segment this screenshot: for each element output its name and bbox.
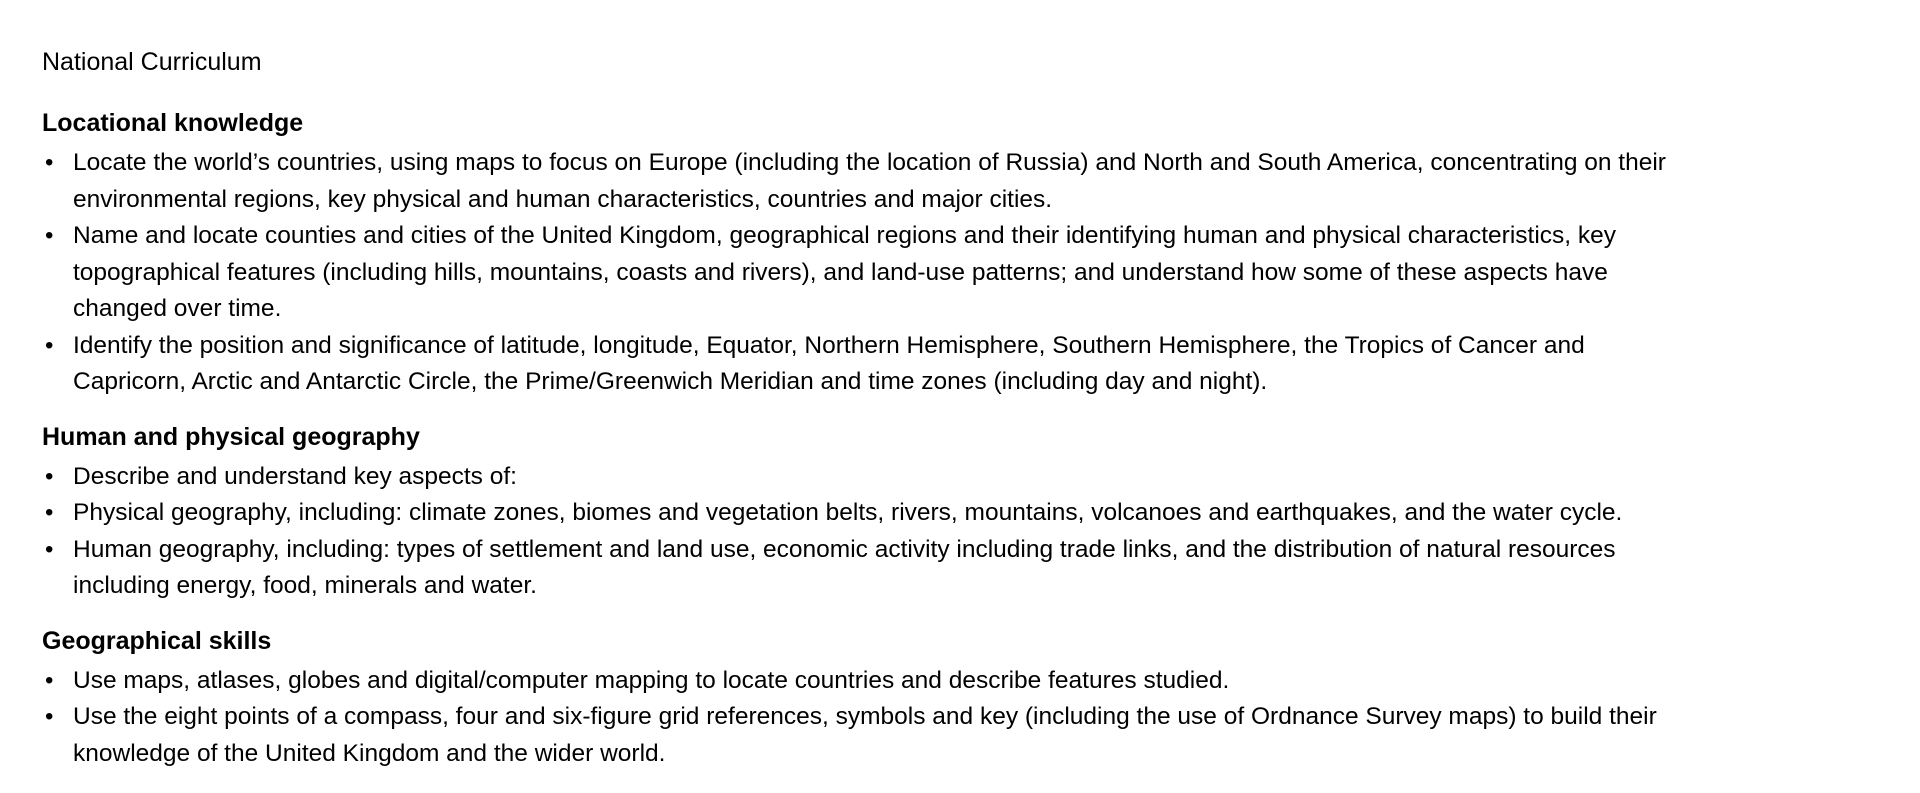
bullet-icon: • [45,703,54,730]
bullet-icon: • [45,331,54,359]
bullet-icon: • [45,149,54,176]
list-item-text: changed over time. [73,295,282,322]
list-item-text: Physical geography, including: climate zones, biomes and vegetation belts, rivers, mountains, volcanoes and earthquakes, and the water cycle. [73,499,1623,526]
list-item-text: environmental regions, key physical and human characteristics, countries and major cities. [73,185,1053,213]
section-heading: Human and physical geography [42,422,420,451]
list-item [42,328,1822,401]
sections [42,105,1822,772]
section-heading: Locational knowledge [42,109,304,137]
section-heading: Geographical skills [42,626,272,655]
list-item-text: Capricorn, Arctic and Antarctic Circle, the Prime/Greenwich Meridian and time zones (including day and night). [73,368,1268,395]
bullet-icon: • [45,462,54,490]
bullet-icon: • [45,499,54,526]
list-item [42,495,1822,532]
list-item-text: including energy, food, minerals and water. [73,572,537,599]
list-item-text: topographical features (including hills, mountains, coasts and rivers), and land-use patterns; and understand how some of these aspects have [73,258,1608,286]
list-item-text: Describe and understand key aspects of: [73,462,517,490]
document [42,44,1822,790]
list-item-text: Name and locate counties and cities of the United Kingdom, geographical regions and their identifying human and physical characteristics, key [73,222,1617,249]
list-item-text: Use the eight points of a compass, four and six-figure grid references, symbols and key (including the use of Ordnance Survey maps) to build their [73,703,1657,730]
list-item-text: Human geography, including: types of settlement and land use, economic activity including trade links, and the distribution of natural resources [73,535,1616,563]
list-item-text: Identify the position and significance of latitude, longitude, Equator, Northern Hemisphere, Southern Hemisphere, the Tropics of Cancer and [73,331,1585,359]
list-item [42,532,1822,605]
bullet-list [42,459,1822,605]
list-item [42,145,1822,218]
list-item-text: Use maps, atlases, globes and digital/computer mapping to locate countries and describe features studied. [73,666,1230,694]
list-item [42,663,1822,700]
list-item [42,699,1822,772]
bullet-list [42,663,1822,773]
list-item-text: knowledge of the United Kingdom and the wider world. [73,739,666,767]
bullet-list [42,145,1822,401]
list-item-text: Locate the world’s countries, using maps to focus on Europe (including the location of Russia) and North and South America, concentrating on their [73,149,1666,176]
bullet-icon: • [45,666,54,694]
list-item [42,218,1822,328]
list-item [42,459,1822,496]
document-title: National Curriculum [42,48,262,76]
bullet-icon: • [45,535,54,563]
bullet-icon: • [45,222,54,249]
